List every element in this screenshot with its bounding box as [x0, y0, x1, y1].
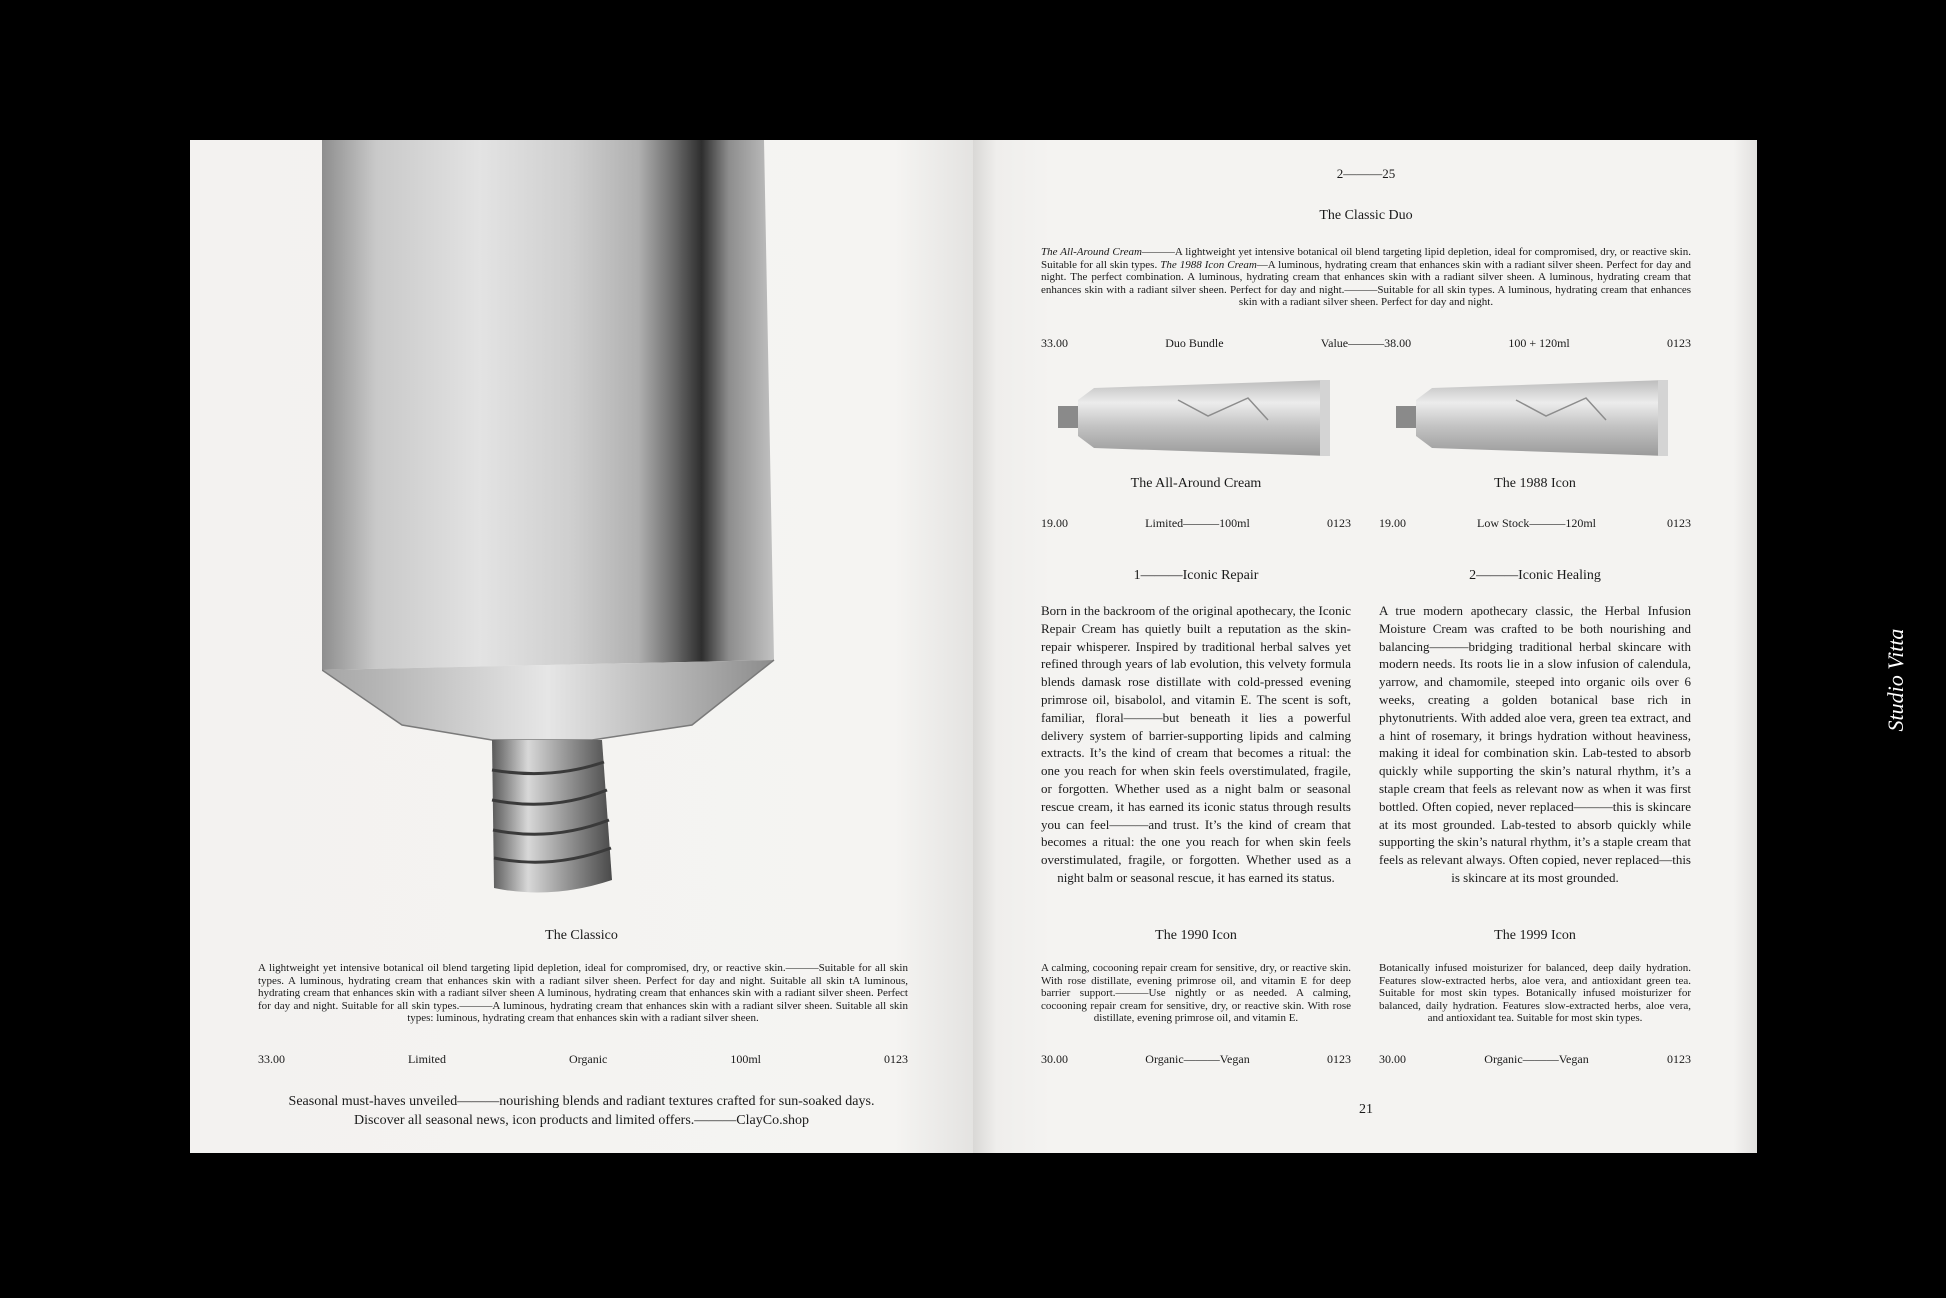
duo-volume: 100 + 120ml: [1508, 336, 1570, 350]
studio-signature: Studio Vitta: [1883, 628, 1908, 732]
page-number: 21: [1359, 1102, 1373, 1117]
duo-specs: [1041, 336, 1691, 351]
left-page: [190, 140, 973, 1153]
article-heading: 2———Iconic Healing: [1469, 568, 1601, 583]
duo-product-name-1: The All-Around Cream: [1041, 246, 1142, 258]
product-description: A lightweight yet intensive botanical oil blend targeting lipid depletion, ideal for compromised, dry, or reactive skin.———Suitable for all skin types. A luminous, hydrating cream that enhances skin with a radiant silver sheen. Perfect for day and night. Suitable all skin tA luminous, hydrating cream that enhances skin with a radiant silver sheen A luminous, hydrating cream that enhances skin with a radiant silver sheen. Perfect for day and night. Suitable for all skin types.———A luminous, hydrating cream that enhances skin with a radiant silver sheen. Suitable all skin types: luminous, hydrating cream that enhances skin with a radiant silver sheen.: [258, 962, 908, 1024]
product-title: The Classico: [545, 928, 618, 943]
article-body: Born in the backroom of the original apothecary, the Iconic Repair Cream has quietly built a reputation as the skin-repair whisperer. Inspired by traditional herbal salves yet refined through years of lab evolution, this velvety formula blends damask rose distillate with cold-pressed evening primrose oil, bisabolol, and vitamin E. The scent is soft, familiar, floral———but beneath it lies a powerful delivery system of barrier-supporting lipids and calming extracts. It’s the kind of cream that becomes a ritual: the one you reach for when skin feels overstimulated, fragile, or forgotten. Whether used as a night balm or seasonal rescue cream, it has earned its iconic status through results you can feel———and trust. It’s the kind of cream that becomes a ritual: the one you reach for when skin feels overstimulated, fragile, or forgotten. Whether used as a night balm or seasonal rescue, it has earned its status.: [1041, 603, 1351, 885]
footer-note: [190, 1092, 973, 1130]
product-specs: 30.00 Organic———Vegan 0123: [1379, 1052, 1691, 1066]
footer-line-2: Discover all seasonal news, icon products and limited offers.———ClayCo.shop: [353, 1113, 810, 1128]
product-description: A calming, cocooning repair cream for sensitive, dry, or reactive skin. With rose distillate, evening primrose oil, and vitamin E for deep barrier support.———Use nightly or as needed. A calming, cocooning repair cream for sensitive, dry, or reactive skin. With rose distillate, evening primrose oil, and vitamin E.: [1041, 962, 1351, 1024]
volume: 100ml: [730, 1052, 762, 1066]
price: 33.00: [258, 1052, 285, 1066]
article-heading: 1———Iconic Repair: [1133, 568, 1259, 583]
right-page: [973, 140, 1757, 1153]
large-cream-tube-photo: [322, 140, 832, 900]
header-index: 2———25: [1336, 166, 1396, 181]
duo-price: 33.00: [1041, 336, 1068, 350]
product-title: The 1999 Icon: [1494, 928, 1576, 943]
footer-line-1: Seasonal must-haves unveiled———nourishing blends and radiant textures crafted for sun-soaked days.: [288, 1094, 875, 1109]
duo-title: The Classic Duo: [1319, 208, 1413, 223]
duo-code: 0123: [1666, 336, 1691, 350]
duo-product-name-2: The 1988 Icon Cream: [1160, 258, 1257, 271]
code: 0123: [883, 1052, 908, 1066]
product-specs: 19.00 Low Stock———120ml 0123: [1379, 516, 1691, 530]
type: Organic: [568, 1052, 608, 1066]
product-title: The All-Around Cream: [1130, 476, 1262, 491]
duo-description: The All-Around Cream———A lightweight yet intensive botanical oil blend targeting lipid depletion, ideal for compromised, dry, or reactive skin. Suitable for all skin types. The 1988 Icon Cream—A luminous, hydrating cream that enhances skin with a radiant silver sheen. Perfect for day and night. The perfect combination. A luminous, hydrating cream that enhances skin with a radiant silver sheen. A luminous, hydrating cream that enhances skin with a radiant silver sheen. Perfect for day and night.———Suitable for all skin types. A luminous, hydrating cream that enhances skin with a radiant silver sheen. Perfect for day and night.: [1041, 246, 1691, 308]
duo-value: Value———38.00: [1320, 336, 1412, 350]
availability: Limited: [407, 1052, 446, 1066]
product-specs: 30.00 Organic———Vegan 0123: [1041, 1052, 1351, 1066]
product-specs: [258, 1052, 908, 1067]
product-title: The 1990 Icon: [1155, 928, 1237, 943]
article-body: A true modern apothecary classic, the Herbal Infusion Moisture Cream was crafted to be both nourishing and balancing———bridging traditional herbal skincare with modern needs. Its roots lie in a slow infusion of calendula, yarrow, and chamomile, steeped into organic oils over 6 weeks, creating a golden botanical base rich in phytonutrients. With added aloe vera, green tea extract, and a hint of rosemary, it brings hydration without heaviness, making it ideal for combination skin. Lab-tested to absorb quickly while supporting the skin’s natural rhythm, it’s a staple cream that feels as relevant now as when it was first bottled. Often copied, never replaced———this is skincare at its most grounded. Lab-tested to absorb quickly while supporting the skin’s natural rhythm, it’s a staple cream that feels as relevant always. Often copied, never replaced—this is skincare at its most grounded.: [1379, 603, 1691, 885]
product-title: The 1988 Icon: [1494, 476, 1576, 491]
product-description: Botanically infused moisturizer for balanced, deep daily hydration. Features slow-extracted herbs, aloe vera, and antioxidant green tea. Suitable for most skin types. Botanically infused moisturizer for balanced, daily hydration. Features slow-extracted herbs, aloe vera, and antioxidant tea. Suitable for most skin types.: [1379, 962, 1691, 1024]
product-specs: 19.00 Limited———100ml 0123: [1041, 516, 1351, 530]
duo-bundle: Duo Bundle: [1165, 336, 1224, 350]
small-cream-tube-photo: [1058, 380, 1348, 456]
small-cream-tube-photo: [1396, 380, 1686, 456]
